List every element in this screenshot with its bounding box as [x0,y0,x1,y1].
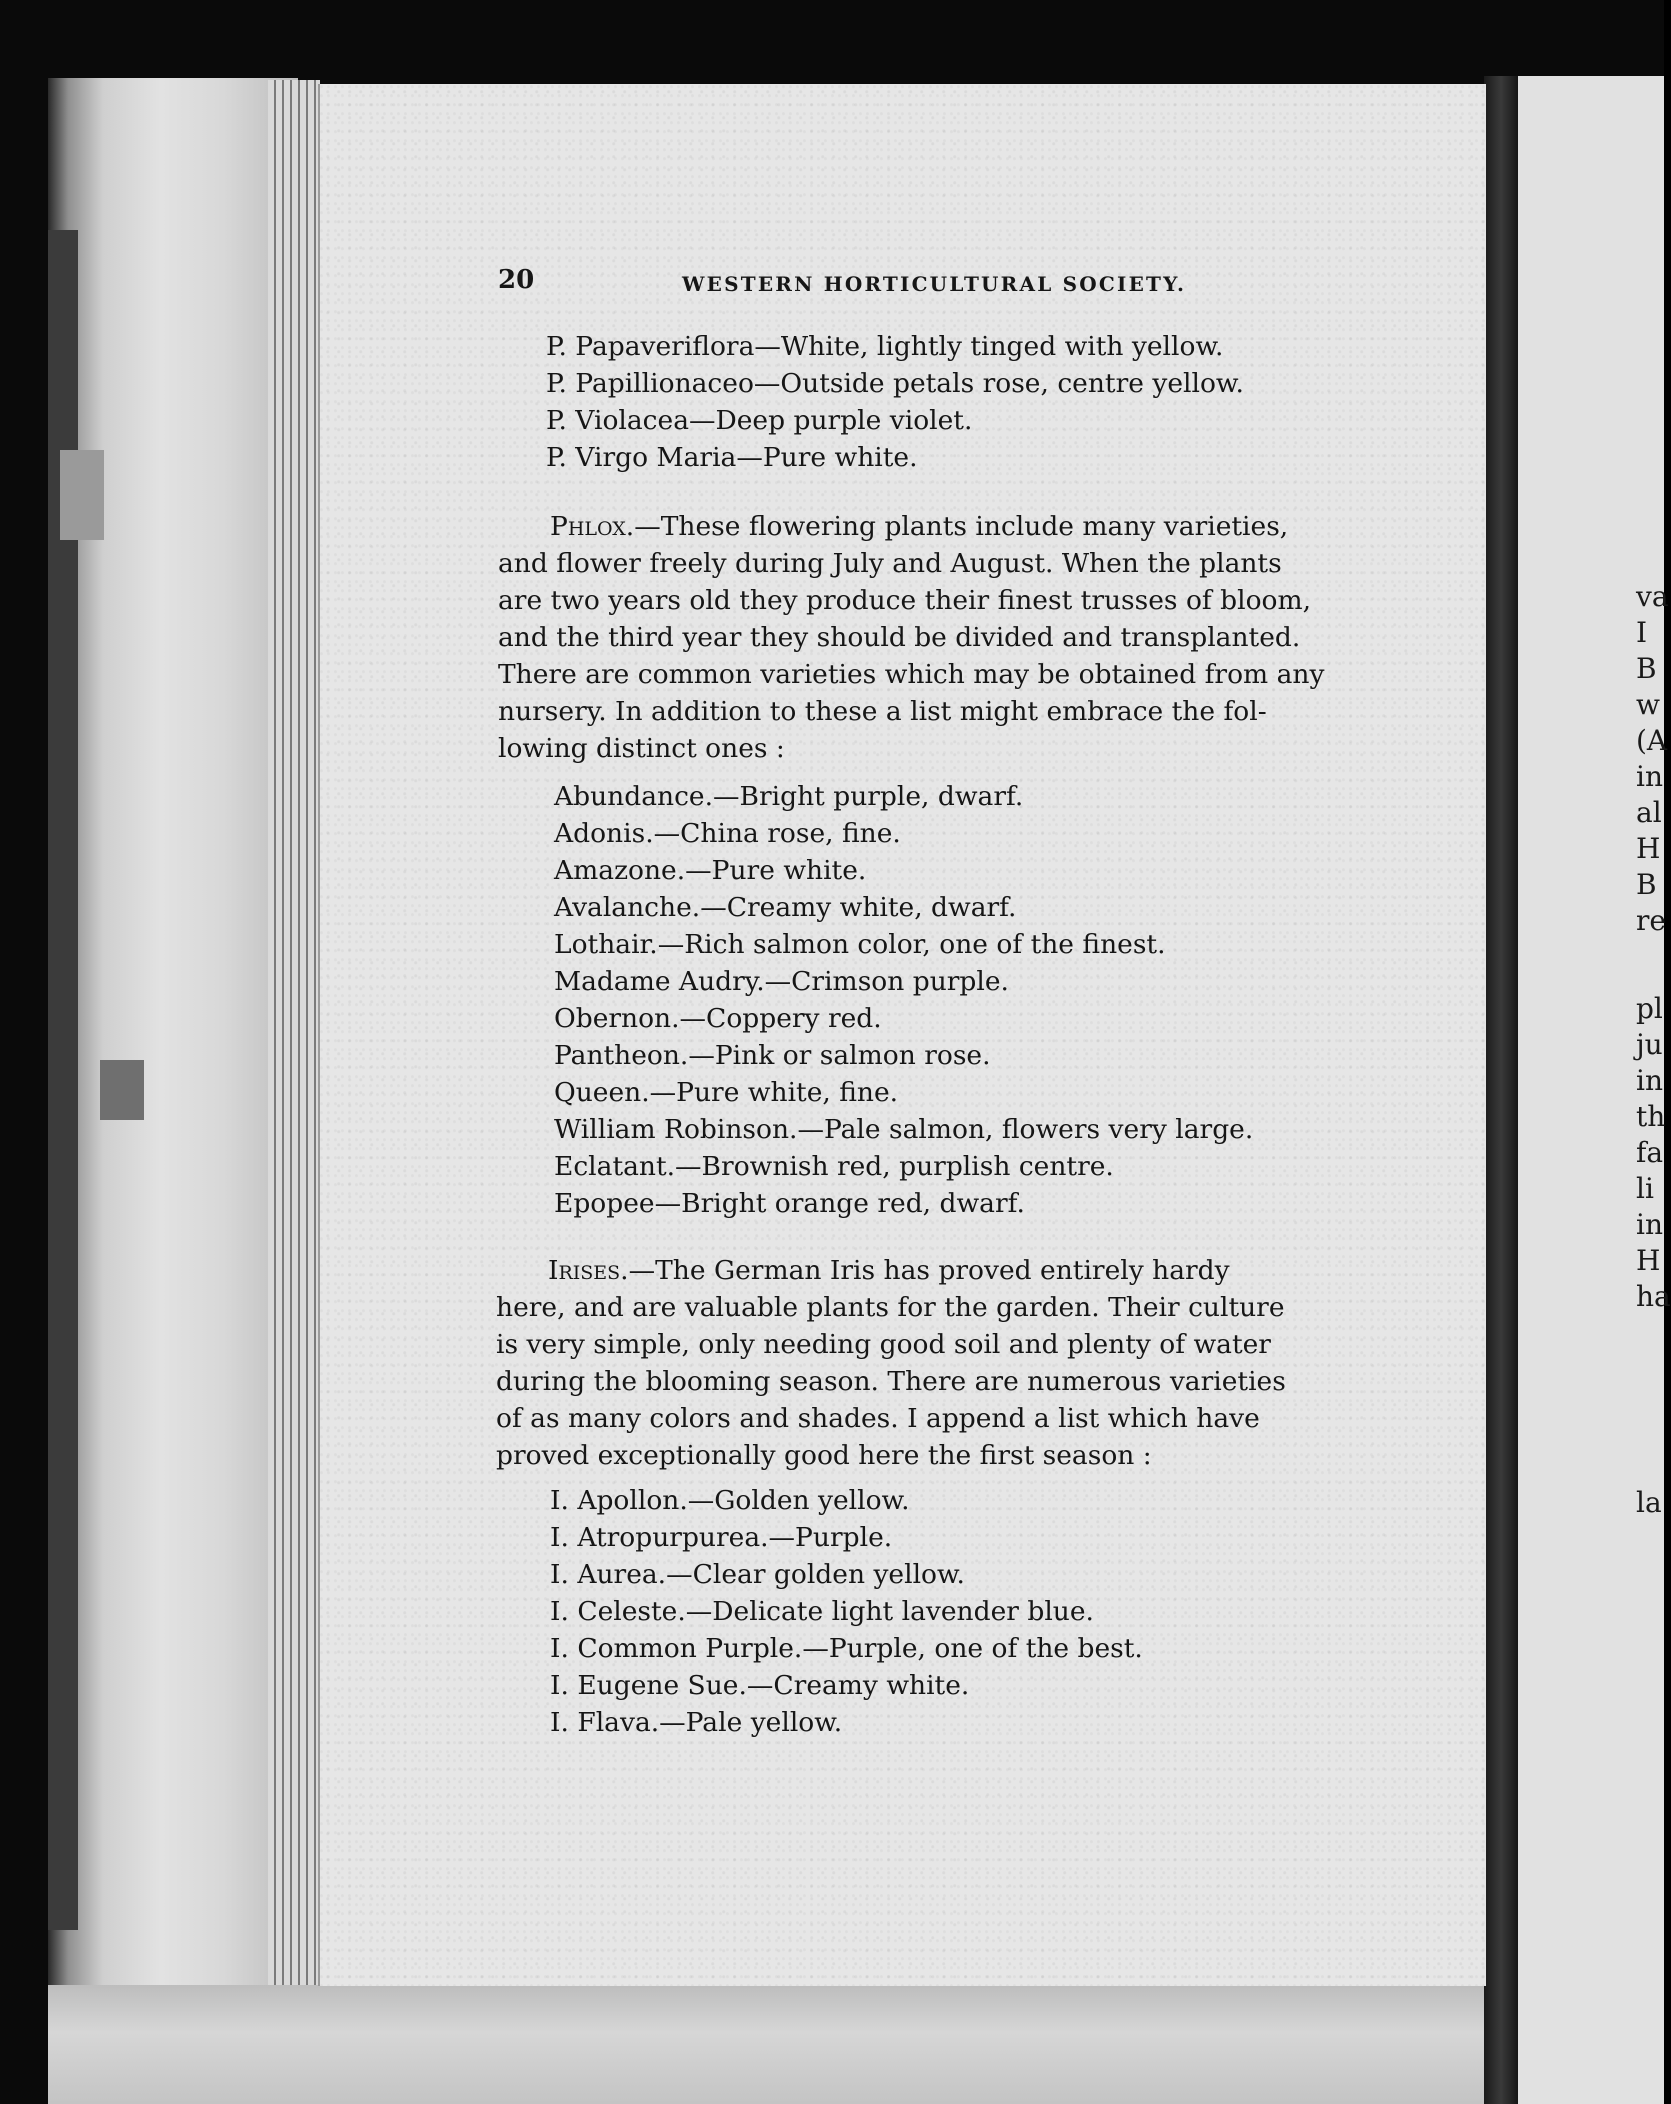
list-item: Obernon.—Coppery red. [554,1003,882,1034]
fragment: pl [1636,992,1663,1025]
fragment: (A [1636,724,1668,757]
fragment: la [1636,1486,1662,1519]
list-item: Abundance.—Bright purple, dwarf. [554,781,1024,812]
list-item: William Robinson.—Pale salmon, flowers very large. [554,1114,1254,1145]
left-page-edges [48,78,298,2104]
torn-edge-strip [100,1060,144,1120]
fragment: I [1636,616,1648,649]
fragment: re [1636,904,1666,937]
irises-paragraph [496,1252,1346,1474]
fragment: ha [1636,1280,1671,1313]
section-lead: Phlox. [550,511,635,542]
list-item: I. Atropurpurea.—Purple. [550,1522,893,1553]
fragment: th [1636,1100,1666,1133]
list-item: Lothair.—Rich salmon color, one of the finest. [554,929,1166,960]
fragment: li [1636,1172,1654,1205]
section-lead: Irises. [548,1255,629,1286]
list-item: Adonis.—China rose, fine. [554,818,901,849]
paragraph-line: There are common varieties which may be obtained from any [498,659,1325,690]
list-item: I. Flava.—Pale yellow. [550,1707,843,1738]
page-stack-edges [268,80,320,1998]
list-item: P. Violacea—Deep purple violet. [546,405,973,436]
fragment: va [1636,580,1669,613]
fragment: in [1636,760,1663,793]
paragraph-line: Irises.—The German Iris has proved entirely hardy [548,1255,1230,1286]
list-item: I. Aurea.—Clear golden yellow. [550,1559,965,1590]
list-item: Madame Audry.—Crimson purple. [554,966,1009,997]
fragment: ju [1636,1028,1663,1061]
running-head: WESTERN HORTICULTURAL SOCIETY. [682,272,1187,296]
fragment: in [1636,1064,1663,1097]
fragment: al [1636,796,1662,829]
list-item: Epopee—Bright orange red, dwarf. [554,1188,1025,1219]
bottom-page-band [48,1985,1488,2104]
list-item: Pantheon.—Pink or salmon rose. [554,1040,991,1071]
list-item: I. Celeste.—Delicate light lavender blue. [550,1596,1094,1627]
list-item: P. Virgo Maria—Pure white. [546,442,918,473]
list-item: Queen.—Pure white, fine. [554,1077,899,1108]
paragraph-line: Phlox.—These flowering plants include many varieties, [550,511,1289,542]
fragment: fa [1636,1136,1664,1169]
paragraph-line: nursery. In addition to these a list might embrace the fol- [498,696,1267,727]
fragment: H [1636,832,1661,865]
phlox-paragraph [498,508,1348,767]
list-item: P. Papaveriflora—White, lightly tinged with yellow. [546,331,1224,362]
list-item: Eclatant.—Brownish red, purplish centre. [554,1151,1114,1182]
list-item: Amazone.—Pure white. [554,855,867,886]
paragraph-line: here, and are valuable plants for the garden. Their culture [496,1292,1285,1323]
list-item: I. Eugene Sue.—Creamy white. [550,1670,970,1701]
fragment: in [1636,1208,1663,1241]
paragraph-line: proved exceptionally good here the first season : [496,1440,1152,1471]
torn-edge-strip [60,450,104,540]
paragraph-line: and flower freely during July and August. When the plants [498,548,1282,579]
paragraph-line: lowing distinct ones : [498,733,785,764]
fragment: B [1636,652,1657,685]
book-spine-gutter [1484,76,1518,2104]
fragment: H [1636,1244,1661,1277]
paragraph-line: of as many colors and shades. I append a list which have [496,1403,1260,1434]
list-item: Avalanche.—Creamy white, dwarf. [554,892,1017,923]
fragment: w [1636,688,1660,721]
list-item: I. Apollon.—Golden yellow. [550,1485,910,1516]
list-item: P. Papillionaceo—Outside petals rose, centre yellow. [546,368,1244,399]
paragraph-line: are two years old they produce their finest trusses of bloom, [498,585,1312,616]
peony-list [546,328,1244,476]
paragraph-line: and the third year they should be divided and transplanted. [498,622,1301,653]
paragraph-line: is very simple, only needing good soil and plenty of water [496,1329,1271,1360]
fragment: B [1636,868,1657,901]
paragraph-line: during the blooming season. There are numerous varieties [496,1366,1286,1397]
iris-varieties [550,1482,1143,1741]
phlox-varieties [554,778,1253,1222]
list-item: I. Common Purple.—Purple, one of the best. [550,1633,1143,1664]
page-number: 20 [498,265,535,295]
